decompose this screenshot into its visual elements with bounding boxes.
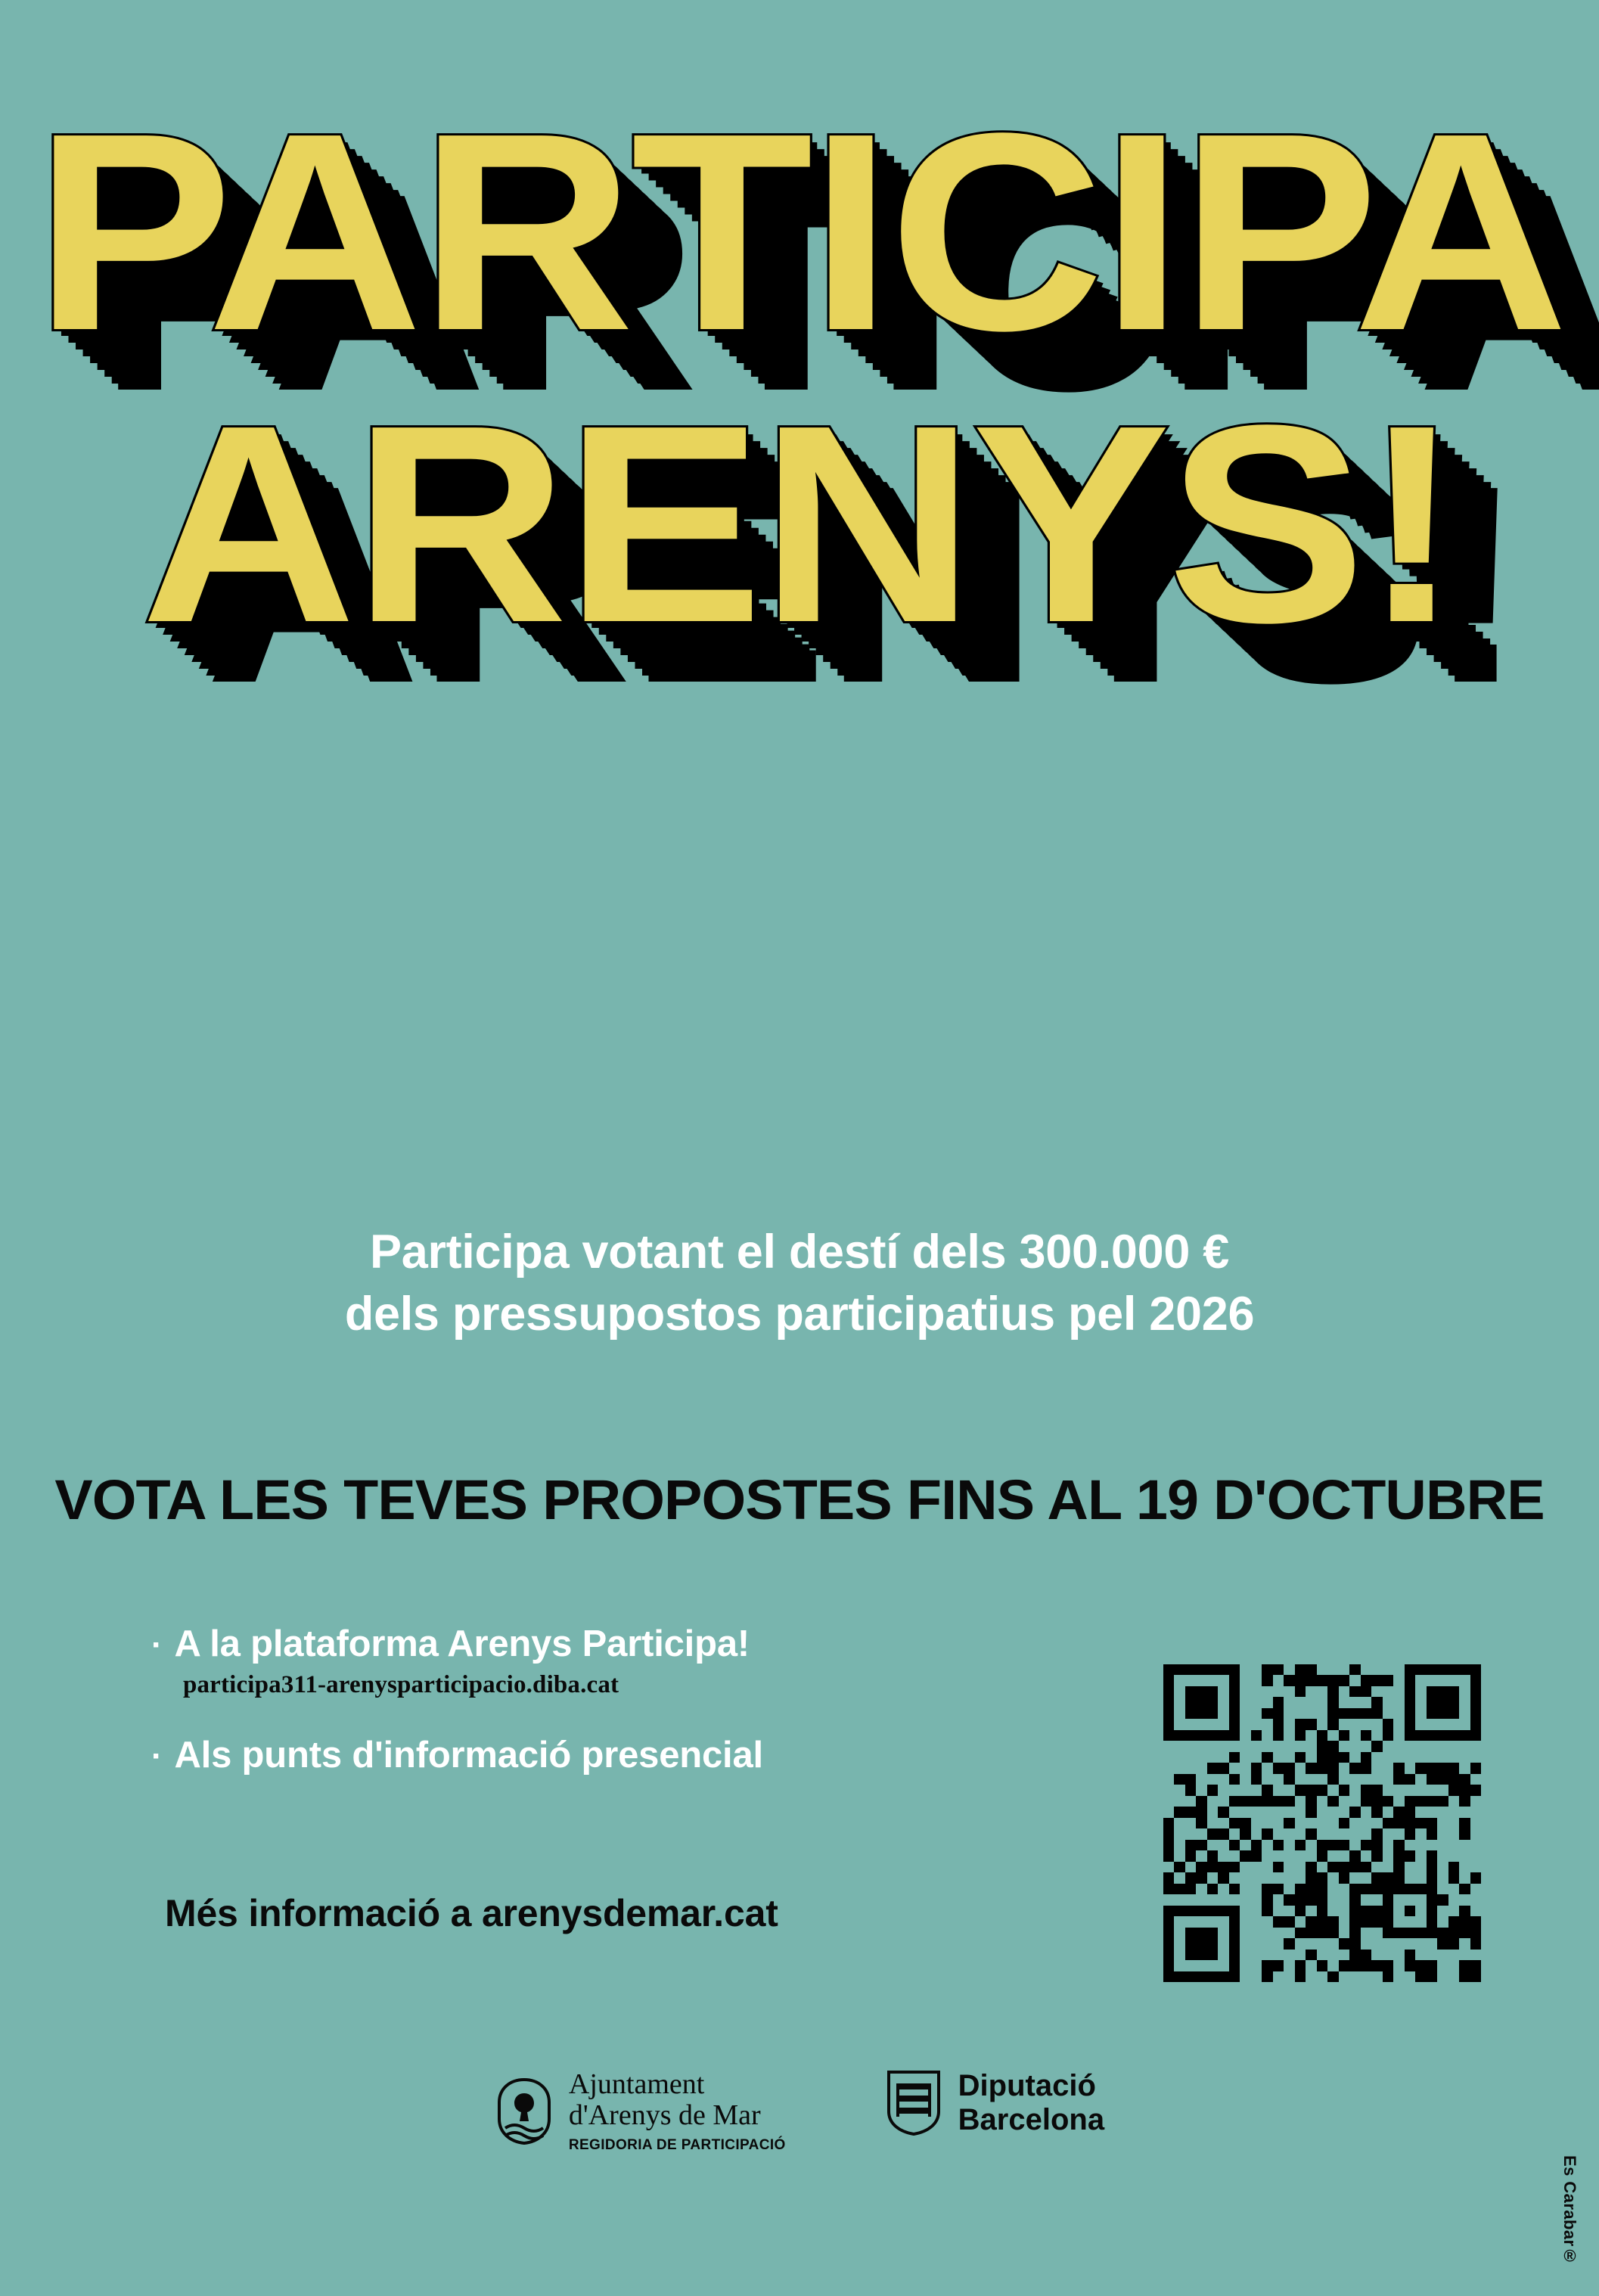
poster-headline xyxy=(0,74,1599,682)
info-item-platform xyxy=(151,1623,1021,1665)
qr-code-icon[interactable] xyxy=(1163,1664,1481,1982)
diputacio-line-2: Barcelona xyxy=(958,2102,1105,2136)
info-block xyxy=(151,1623,1021,1776)
logo-diputacio-barcelona xyxy=(884,2069,1104,2137)
diputacio-crest-icon xyxy=(884,2070,943,2136)
poster-subtitle xyxy=(91,1222,1508,1346)
info-item-platform-label: A la plataforma Arenys Participa! xyxy=(174,1623,750,1664)
more-info-text: Més informació a arenysdemar.cat xyxy=(165,1892,778,1934)
ajuntament-line-3: REGIDORIA DE PARTICIPACIÓ xyxy=(568,2137,786,2154)
platform-url[interactable]: participa311-arenysparticipacio.diba.cat xyxy=(183,1671,619,1698)
subtitle-line-2: dels pressupostos participatius pel 2026 xyxy=(344,1287,1255,1341)
info-item-presential-label: Als punts d'informació presencial xyxy=(174,1735,763,1776)
subtitle-line-1: Participa votant el destí dels 300.000 € xyxy=(370,1226,1229,1278)
bullet-dot-icon: · xyxy=(151,1738,163,1775)
diputacio-line-1: Diputació xyxy=(958,2069,1096,2102)
arenys-crest-icon xyxy=(495,2078,554,2145)
ajuntament-line-1: Ajuntament xyxy=(568,2068,705,2100)
headline-line-1: PARTICIPA xyxy=(34,74,1565,389)
deadline-banner: VOTA LES TEVES PROPOSTES FINS AL 19 D'OCTUBRE xyxy=(54,1468,1545,1531)
ajuntament-logo-text xyxy=(569,2069,786,2154)
diputacio-logo-text xyxy=(958,2069,1104,2137)
footer-logos xyxy=(0,2069,1599,2154)
bullet-dot-icon: · xyxy=(151,1626,163,1664)
info-item-presential xyxy=(151,1734,1021,1776)
logo-ajuntament-arenys-de-mar xyxy=(495,2069,786,2154)
qr-code-container[interactable] xyxy=(1163,1664,1481,1982)
designer-credit: Es Carabar® xyxy=(1560,2155,1579,2266)
ajuntament-line-2: d'Arenys de Mar xyxy=(568,2099,761,2132)
headline-line-2: ARENYS! xyxy=(141,366,1458,682)
